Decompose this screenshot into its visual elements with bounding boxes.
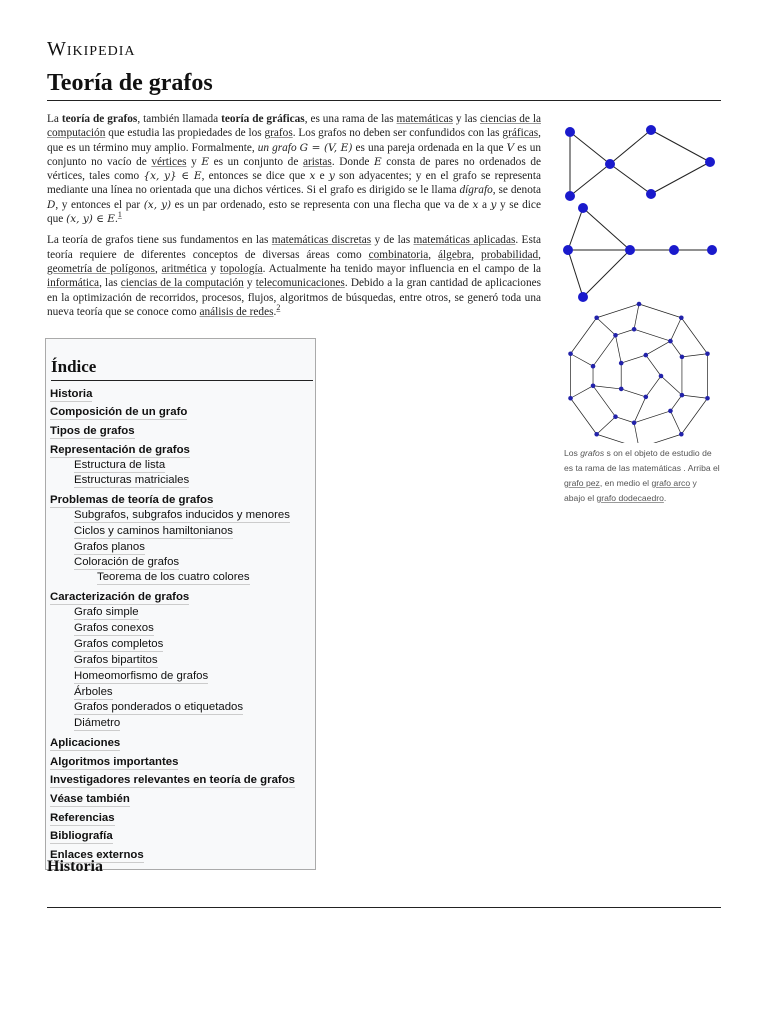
dodeca-edge (682, 395, 708, 398)
link-ciencias-computacion[interactable]: ciencias de la computación (47, 113, 541, 140)
dodeca-edge (670, 341, 681, 357)
dodeca-edge (670, 318, 681, 341)
link-aristas[interactable]: aristas (302, 155, 332, 168)
toc-item[interactable]: Homeomorfismo de grafos (74, 670, 209, 682)
toc-item[interactable]: Enlaces externos (50, 849, 144, 861)
dodeca-edge (670, 395, 681, 411)
dodeca-node (637, 302, 642, 307)
graph-figure[interactable] (560, 118, 720, 448)
toc-item[interactable]: Bibliografía (50, 830, 113, 842)
toc-item[interactable]: Árboles (74, 686, 113, 698)
page-title: Teoría de grafos (47, 70, 213, 96)
toc-item[interactable]: Problemas de teoría de grafos (50, 494, 214, 506)
grafo-arco (568, 208, 712, 297)
toc-item[interactable]: Grafos bipartitos (74, 654, 158, 666)
toc-item[interactable]: Algoritmos importantes (50, 756, 179, 768)
link-matematicas[interactable]: matemáticas (396, 113, 454, 125)
dodeca-edge (634, 304, 639, 329)
reference-2[interactable]: 2 (276, 303, 281, 313)
dodeca-node (643, 395, 648, 400)
dodeca-edge (621, 389, 646, 397)
link-topologia[interactable]: topología (219, 262, 263, 275)
dodeca-edge (597, 417, 616, 435)
toc-rule (51, 380, 313, 381)
toc-item[interactable]: Estructuras matriciales (74, 474, 190, 486)
toc-item[interactable]: Tipos de grafos (50, 425, 135, 437)
reference-1[interactable]: 1 (117, 210, 122, 220)
toc-item[interactable]: Grafos conexos (74, 622, 154, 634)
article-intro (47, 112, 541, 326)
dodeca-edge (597, 434, 639, 443)
section-heading-historia: Historia (47, 858, 103, 875)
toc-item[interactable]: Grafos completos (74, 638, 164, 650)
dodeca-edge (593, 335, 615, 366)
dodeca-node (619, 361, 624, 366)
dodeca-edge (646, 376, 661, 397)
dodeca-node (613, 333, 618, 338)
dodeca-edge (616, 417, 635, 423)
dodeca-node (632, 420, 637, 425)
dodeca-node (668, 339, 673, 344)
dodeca-edge (646, 355, 661, 376)
dodeca-edge (639, 434, 681, 443)
dodeca-edge (593, 386, 621, 389)
toc-item[interactable]: Aplicaciones (50, 737, 121, 749)
toc-item[interactable]: Estructura de lista (74, 459, 166, 471)
dodeca-edge (593, 386, 615, 417)
toc-item[interactable]: Subgrafos, subgrafos inducidos y menores (74, 509, 290, 521)
dodeca-node (613, 414, 618, 419)
dodeca-node (679, 432, 684, 437)
toc-item[interactable]: Grafos ponderados o etiquetados (74, 701, 244, 713)
dodeca-edge (646, 341, 671, 355)
intro-paragraph-2: La teoría de grafos tiene sus fundamentos en las matemáticas discretas y de las matemáticas aplicadas. Esta teoría requiere de diferentes conceptos de diversas áreas como combinatoria, álgebra, probabilidad, geometría de polígonos, aritmética y topología. Actualmente ha tenido mayor influencia en el campo de la informática, las ciencias de la computación y telecomunicaciones. Debido a la gran cantidad de aplicaciones en la optimización de recorridos, procesos, flujos, algoritmos de búsquedas, entre otros, se generó toda una nueva teoría que se conoce como análisis de redes.$^2$ (47, 234, 542, 318)
toc-item[interactable]: Referencias (50, 812, 115, 824)
link-analisis-redes[interactable]: análisis de redes (199, 305, 274, 318)
link-ciencias-computacion-2[interactable]: ciencias de la computación (120, 277, 244, 290)
link-graficas[interactable]: gráficas (502, 127, 539, 140)
dodeca-edge (681, 318, 707, 354)
dodeca-node (679, 315, 684, 320)
dodeca-edge (634, 423, 639, 443)
bold-term: teoría de grafos (61, 113, 138, 125)
link-matematicas-aplicadas[interactable]: matemáticas aplicadas (413, 234, 516, 247)
dodeca-node (568, 351, 573, 356)
toc-item[interactable]: Coloración de grafos (74, 556, 180, 568)
dodeca-node (705, 396, 710, 401)
toc-item[interactable]: Grafo simple (74, 606, 139, 618)
toc-item[interactable]: Ciclos y caminos hamiltonianos (74, 525, 233, 537)
link-algebra[interactable]: álgebra (438, 248, 472, 261)
toc-title: Índice (51, 357, 97, 376)
link-telecomunicaciones[interactable]: telecomunicaciones (255, 277, 345, 290)
toc-item[interactable]: Diámetro (74, 717, 121, 729)
link-grafo-pez[interactable]: grafo pez (564, 478, 600, 488)
dodeca-edge (681, 398, 707, 434)
link-grafo-arco[interactable]: grafo arco (651, 478, 691, 488)
toc-item[interactable]: Investigadores relevantes en teoría de grafos (50, 774, 295, 786)
dodeca-node (591, 383, 596, 388)
dodeca-node (643, 353, 648, 358)
toc-item[interactable]: Véase también (50, 793, 130, 805)
dodeca-edge (661, 376, 682, 395)
dodeca-node (659, 374, 664, 379)
toc-item[interactable]: Composición de un grafo (50, 406, 188, 418)
intro-paragraph-1: La teoría de grafos, también llamada teoría de gráficas, es una rama de las matemáticas y las ciencias de la computación que estudia las propiedades de los grafos. Los grafos no deben ser confundidos con las gráficas, que es un término muy amplio. Formalmente, un grafo G = (V, E) es una pareja ordenada en la que V es un conjunto no vacío de vértices y E es un conjunto de aristas. Donde E consta de pares no ordenados de vértices, tales como {x, y} ∈ E, entonces se dice que x e y son adyacentes; y en el grafo se representa mediante una línea no orientada que una dichos vértices. Si el grafo es dirigido se le llama dígrafo, se denota D, y entonces el par (x, y) es un par ordenado, esto se representa con una flecha que va de x a y y se dice que (x, y) ∈ E.$^1$ (47, 113, 541, 226)
dodeca-node (594, 432, 599, 437)
dodeca-edge (571, 354, 594, 366)
figure-caption: Los grafos s on el objeto de estudio de es ta rama de las matemáticas . Arriba el grafo pez, en medio el grafo arco y abajo el grafo dodecaedro. (564, 448, 720, 503)
dodeca-node (619, 387, 624, 392)
dodeca-node (680, 355, 685, 360)
dodeca-edge (634, 397, 646, 423)
math-expression: G = (V, E) (299, 141, 353, 154)
link-probabilidad[interactable]: probabilidad (481, 248, 539, 261)
dodeca-node (591, 364, 596, 369)
grafo-dodecaedro (568, 302, 710, 443)
toc-item[interactable]: Historia (50, 388, 93, 400)
dodeca-node (668, 409, 673, 414)
link-combinatoria[interactable]: combinatoria (368, 248, 429, 261)
dodeca-edge (571, 398, 597, 434)
dodeca-edge (597, 304, 639, 318)
toc-item[interactable]: Representación de grafos (50, 444, 190, 456)
dodeca-edge (621, 355, 646, 363)
toc-item[interactable]: Grafos planos (74, 541, 145, 553)
dodeca-node (594, 315, 599, 320)
dodeca-node (705, 351, 710, 356)
table-of-contents (45, 338, 316, 870)
dodeca-node (680, 393, 685, 398)
dodeca-edge (682, 354, 708, 357)
link-matematicas-discretas[interactable]: matemáticas discretas (271, 234, 372, 247)
dodeca-edge (616, 329, 635, 335)
link-geometria-poligonos[interactable]: geometría de polígonos (47, 262, 155, 275)
link-grafos[interactable]: grafos (264, 127, 293, 140)
dodeca-edge (616, 335, 622, 363)
dodeca-edge (634, 329, 670, 341)
dodeca-edge (634, 411, 670, 423)
wikipedia-logo[interactable]: Wikipedia (47, 38, 136, 60)
grafo-pez-nodes (565, 125, 715, 201)
link-grafo-dodecaedro[interactable]: grafo dodecaedro (596, 493, 664, 503)
dodeca-node (568, 396, 573, 401)
toc-item[interactable]: Teorema de los cuatro colores (97, 571, 250, 583)
dodeca-edge (597, 318, 616, 336)
grafo-pez (570, 130, 710, 196)
graph-illustrations (560, 118, 720, 443)
dodeca-edge (670, 411, 681, 434)
section-rule (47, 907, 721, 908)
link-aritmetica[interactable]: aritmética (161, 262, 207, 275)
dodeca-node (632, 327, 637, 332)
dodeca-edge (639, 304, 681, 318)
title-rule (47, 100, 721, 101)
dodeca-edge (571, 318, 597, 354)
grafo-arco-nodes (563, 203, 717, 302)
link-vertices[interactable]: vértices (151, 155, 187, 168)
toc-item[interactable]: Caracterización de grafos (50, 591, 190, 603)
dodeca-edge (571, 386, 594, 398)
link-informatica[interactable]: informática (47, 277, 100, 290)
bold-term: teoría de gráficas (221, 113, 305, 125)
